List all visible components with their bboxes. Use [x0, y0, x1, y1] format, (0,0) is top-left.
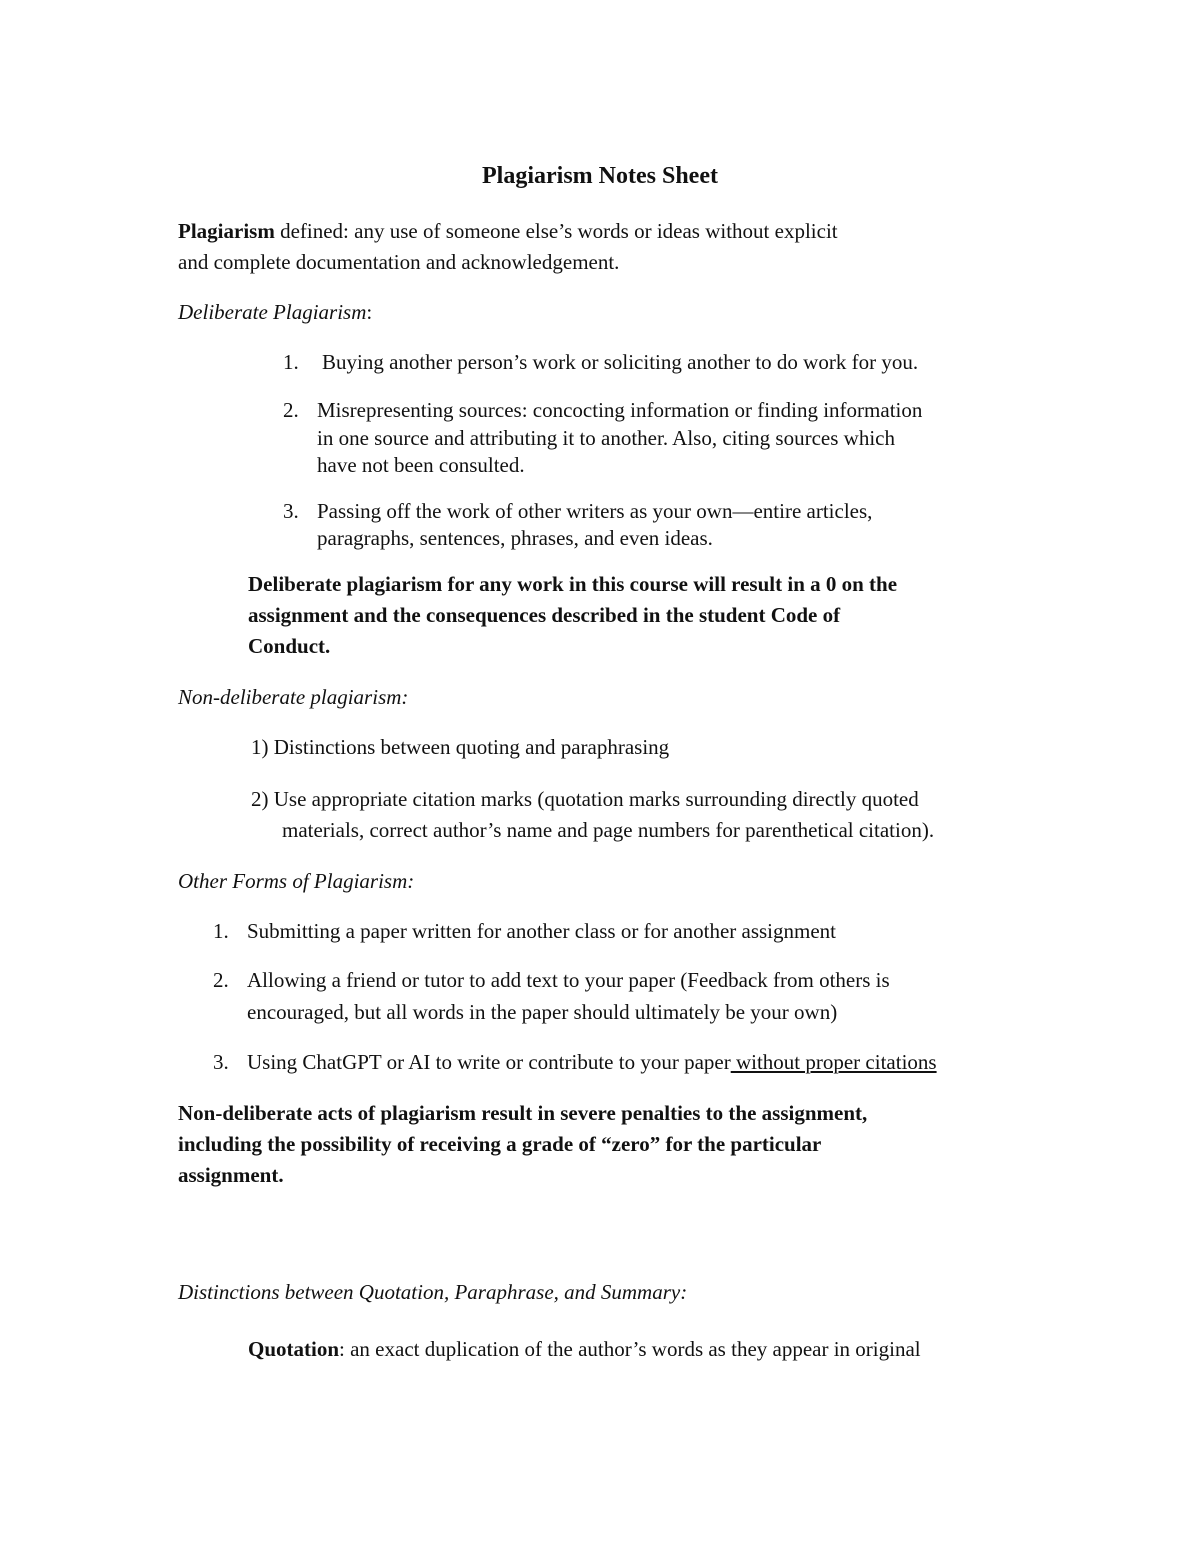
other-item-2-line-2: encouraged, but all words in the paper should ultimately be your own): [247, 1000, 838, 1024]
definition-text: defined: any use of someone else’s words or ideas without explicit: [274, 219, 838, 243]
other-item-3-underlined: without proper citations: [730, 1050, 937, 1074]
other-forms-heading: Other Forms of Plagiarism:: [178, 869, 415, 893]
non-deliberate-item-1: 1) Distinctions between quoting and paraphrasing: [251, 735, 670, 759]
other-item-3: [247, 1048, 937, 1076]
non-deliberate-heading: Non-deliberate plagiarism:: [178, 685, 409, 709]
deliberate-num-1: 1.: [283, 350, 299, 374]
page-title: Plagiarism Notes Sheet: [482, 163, 718, 189]
quotation-definition: [248, 1335, 921, 1363]
deliberate-num-3: 3.: [283, 499, 299, 523]
distinctions-heading: Distinctions between Quotation, Paraphrase, and Summary:: [178, 1280, 688, 1304]
definition-line-1: [178, 217, 838, 245]
quotation-text: : an exact duplication of the author’s words as they appear in original: [339, 1337, 921, 1361]
deliberate-item-1: Buying another person’s work or soliciting another to do work for you.: [322, 350, 919, 374]
other-item-1: Submitting a paper written for another class or for another assignment: [247, 919, 837, 943]
deliberate-warning-line-1: Deliberate plagiarism for any work in this course will result in a 0 on the: [248, 572, 898, 596]
other-warning-line-3: assignment.: [178, 1163, 284, 1187]
definition-line-2: and complete documentation and acknowledgement.: [178, 250, 620, 274]
other-num-3: 3.: [213, 1050, 229, 1074]
other-warning-line-1: Non-deliberate acts of plagiarism result in severe penalties to the assignment,: [178, 1101, 868, 1125]
quotation-term: Quotation: [248, 1337, 340, 1361]
deliberate-heading-text: Deliberate Plagiarism: [178, 300, 367, 324]
other-item-3-text: Using ChatGPT or AI to write or contribute to your paper: [247, 1050, 731, 1074]
deliberate-num-2: 2.: [283, 398, 299, 422]
other-num-2: 2.: [213, 968, 229, 992]
other-warning-line-2: including the possibility of receiving a grade of “zero” for the particular: [178, 1132, 822, 1156]
deliberate-heading: [178, 298, 372, 326]
deliberate-item-2-line-1: Misrepresenting sources: concocting information or finding information: [317, 398, 923, 422]
non-deliberate-item-2-line-1: 2) Use appropriate citation marks (quotation marks surrounding directly quoted: [251, 787, 919, 811]
deliberate-item-3-line-2: paragraphs, sentences, phrases, and even ideas.: [317, 526, 713, 550]
deliberate-item-3-line-1: Passing off the work of other writers as your own—entire articles,: [317, 499, 873, 523]
other-num-1: 1.: [213, 919, 229, 943]
non-deliberate-item-2-line-2: materials, correct author’s name and page numbers for parenthetical citation).: [282, 818, 935, 842]
definition-term: Plagiarism: [178, 219, 275, 243]
deliberate-item-2-line-2: in one source and attributing it to another. Also, citing sources which: [317, 426, 895, 450]
deliberate-heading-colon: :: [366, 300, 373, 324]
deliberate-item-2-line-3: have not been consulted.: [317, 453, 525, 477]
deliberate-warning-line-3: Conduct.: [248, 634, 331, 658]
deliberate-warning-line-2: assignment and the consequences described in the student Code of: [248, 603, 841, 627]
other-item-2-line-1: Allowing a friend or tutor to add text to your paper (Feedback from others is: [247, 968, 890, 992]
